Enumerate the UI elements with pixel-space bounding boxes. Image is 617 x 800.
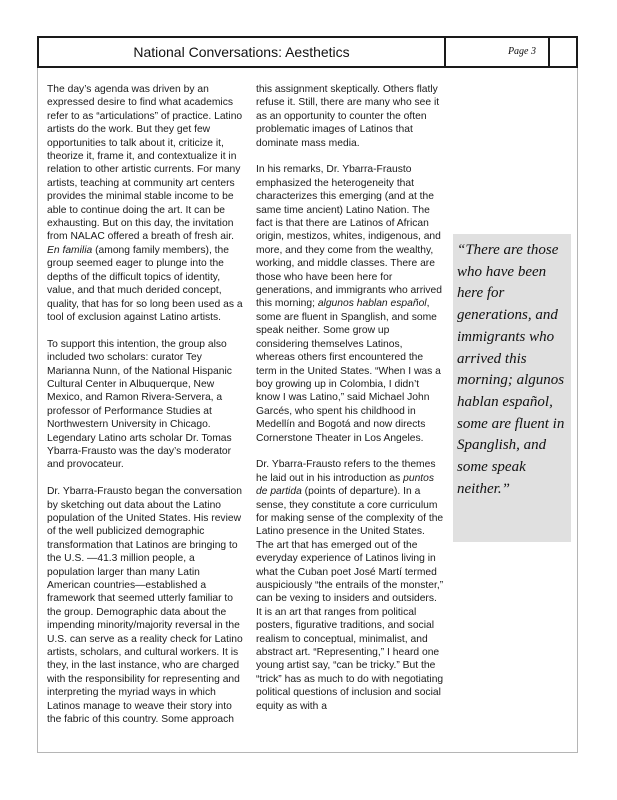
paragraph: Dr. Ybarra-Frausto refers to the themes he laid out in his introduction as puntos de partida (points of departure). In a sense, they constitute a core curriculum for making sense of the complexity of the Latino presence in the United States. The art that has emerged out of the everyday experience of Latinos living in what the Cuban poet José Martí termed auspiciously “the entrails of the monster,” can be vexing to insiders and outsiders. It is an art that ranges from political posters, figurative traditions, and social realism to conceptual, minimalist, and abstract art. “Representing,” I heard one young artist say, “can be tricky.” But the “trick” has as much to do with negotiating political questions of inclusion and social equity as with a xyxy=(256,459,444,712)
paragraph: Dr. Ybarra-Frausto began the conversation by sketching out data about the Latino population of the United States. His review of the well publicized demographic transformation that Latinos are bringing to the U.S. —41.3 million people, a population larger than many Latin American countries—established a framework that seemed utterly familiar to the group. Demographic data about the impending minority/majority reversal in the U.S. can serve as a reality check for Latino artists, scholars, and cultural workers. It is they, in the last instance, who are charged with the responsibility for representing and interpreting the myriad ways in which Latinos manage to weave their story into the fabric of this country. Some approach xyxy=(47,486,243,726)
page-number: Page 3 xyxy=(446,38,550,66)
text-column-middle xyxy=(256,83,444,726)
paragraph: In his remarks, Dr. Ybarra-Frausto emphasized the heterogeneity that characterizes this emerging (and at the same time ancient) Latino Nation. The fact is that there are Latinos of African origin, mestizos, whites, indigenous, and more, and they come from the wealthy, working, and middle classes. There are those who have been here for generations, and immigrants who arrived this morning; algunos hablan español, some are fluent in Spanglish, and some speak neither. Some grow up considering themselves Latinos, whereas others first encountered the term in the United States. “When I was a boy growing up in Colombia, I didn’t know I was Latino,” said Michael John Garcés, who spent his childhood in Medellín and Bogotá and now directs Cornerstone Theater in Los Angeles. xyxy=(256,164,443,444)
header-title: National Conversations: Aesthetics xyxy=(39,38,446,66)
page-header xyxy=(37,36,578,68)
paragraph: To support this intention, the group also included two scholars: curator Tey Marianna Nunn, of the National Hispanic Cultural Center in Albuquerque, New Mexico, and Ramon Rivera-Servera, a professor of Performance Studies at Northwestern University in Chicago. Legendary Latino arts scholar Dr. Tomas Ybarra-Frausto was the day’s moderator and provocateur. xyxy=(47,338,232,471)
paragraph: The day’s agenda was driven by an expressed desire to find what academics refer to as “articulations” of practice. Latino artists do the work. But they get few opportunities to talk about it, criticize it, theorize it, frame it, and contextualize it in relation to other artistic currents. For many artists, teaching at community art centers provides the minimal stable income to be able to continue doing the art. It can be exhausting. But on this day, the invitation from NALAC offered a breath of fresh air. En familia (among family members), the group seemed eager to plunge into the depths of the difficult topics of identity, value, and that much derided concept, quality, that has for so long been used as a tool of exclusion against Latino artists. xyxy=(47,84,243,323)
paragraph: this assignment skeptically. Others flatly refuse it. Still, there are many who see it as an opportunity to counter the often problematic images of Latinos that dominate mass media. xyxy=(256,84,440,149)
header-corner-cell xyxy=(550,38,576,66)
pull-quote: “There are those who have been here for generations, and immigrants who arrived this morning; algunos hablan español, some are fluent in Spanglish, and some speak neither.” xyxy=(457,242,565,497)
text-column-left xyxy=(47,83,243,740)
